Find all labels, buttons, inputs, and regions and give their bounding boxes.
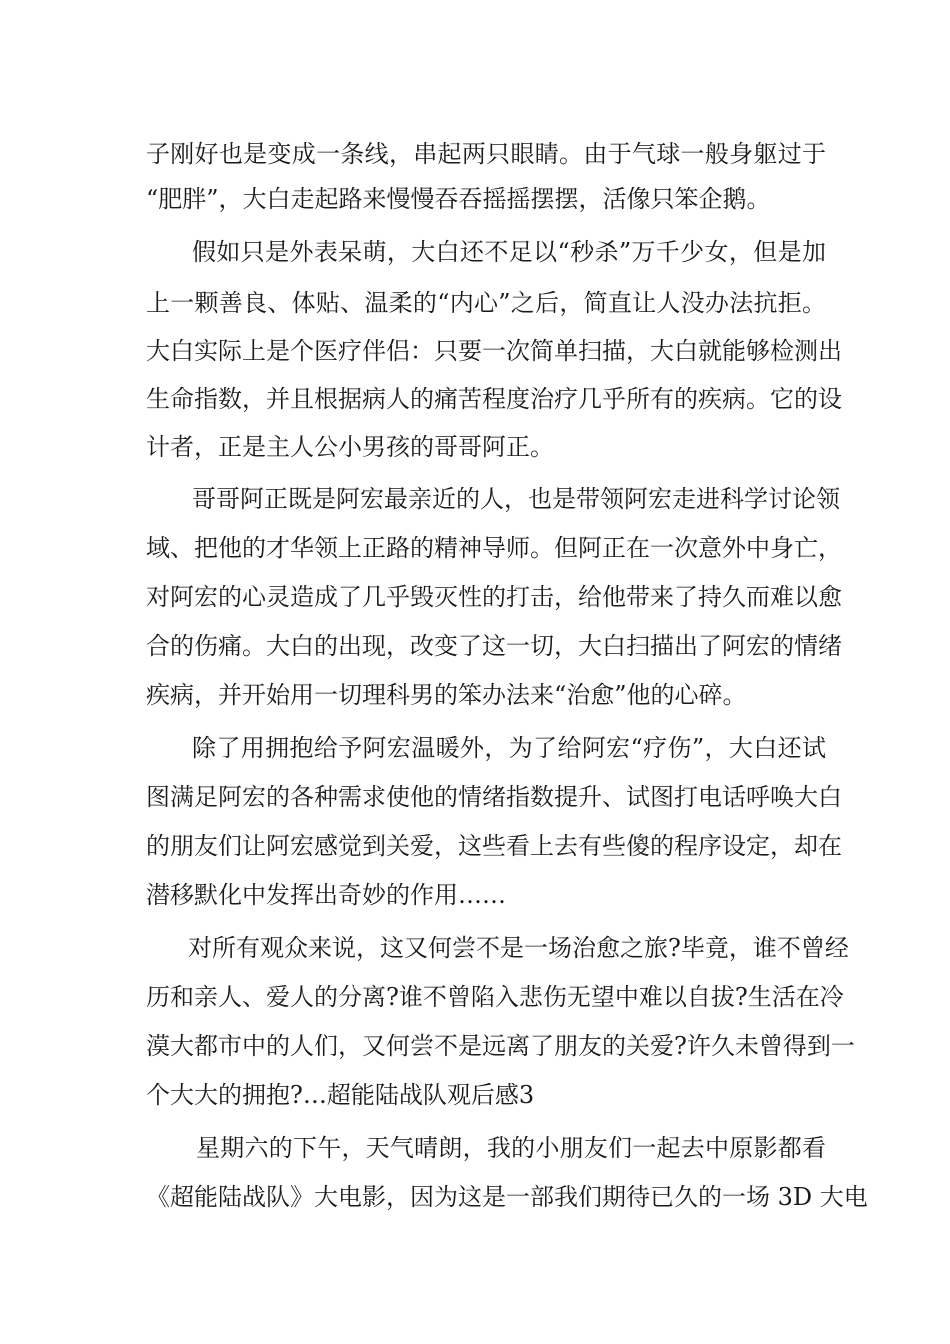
text-line-15: 的朋友们让阿宏感觉到关爱，这些看上去有些傻的程序设定，却在: [146, 832, 842, 860]
text-line-8: 哥哥阿正既是阿宏最亲近的人，也是带领阿宏走进科学讨论领: [192, 485, 840, 513]
text-line-14: 图满足阿宏的各种需求使他的情绪指数提升、试图打电话呼唤大白: [146, 783, 842, 811]
text-line-16: 潜移默化中发挥出奇妙的作用……: [146, 881, 506, 909]
text-line-20: 个大大的拥抱?…超能陆战队观后感3: [146, 1081, 535, 1109]
text-line-19: 漠大都市中的人们，又何尝不是远离了朋友的关爱?许久未曾得到一: [146, 1032, 855, 1060]
text-line-4: 上一颗善良、体贴、温柔的“内心”之后，简直让人没办法抗拒。: [146, 289, 826, 317]
text-line-6: 生命指数，并且根据病人的痛苦程度治疗几乎所有的疾病。它的设: [146, 385, 842, 413]
text-line-7: 计者，正是主人公小男孩的哥哥阿正。: [146, 433, 554, 461]
text-line-11: 合的伤痛。大白的出现，改变了这一切，大白扫描出了阿宏的情绪: [146, 632, 842, 660]
text-line-12: 疾病，并开始用一切理科男的笨办法来“治愈”他的心碎。: [146, 681, 747, 709]
text-line-1: 子刚好也是变成一条线，串起两只眼睛。由于气球一般身躯过于: [146, 140, 826, 168]
text-line-17: 对所有观众来说，这又何尝不是一场治愈之旅?毕竟，谁不曾经: [188, 934, 849, 962]
text-line-22: 《超能陆战队》大电影，因为这是一部我们期待已久的一场 3D 大电: [146, 1183, 868, 1211]
text-line-18: 历和亲人、爱人的分离?谁不曾陷入悲伤无望中难以自拔?生活在冷: [146, 983, 844, 1011]
text-line-13: 除了用拥抱给予阿宏温暖外，为了给阿宏“疗伤”，大白还试: [192, 734, 826, 762]
text-line-2: “肥胖”，大白走起路来慢慢吞吞摇摇摆摆，活像只笨企鹅。: [146, 185, 771, 213]
text-line-5: 大白实际上是个医疗伴侣：只要一次简单扫描，大白就能够检测出: [146, 337, 842, 365]
text-line-21: 星期六的下午，天气晴朗，我的小朋友们一起去中原影都看: [196, 1134, 826, 1162]
text-line-3: 假如只是外表呆萌，大白还不足以“秒杀”万千少女，但是加: [192, 238, 826, 266]
text-line-9: 域、把他的才华领上正路的精神导师。但阿正在一次意外中身亡，: [146, 534, 842, 562]
text-line-10: 对阿宏的心灵造成了几乎毁灭性的打击，给他带来了持久而难以愈: [146, 583, 842, 611]
